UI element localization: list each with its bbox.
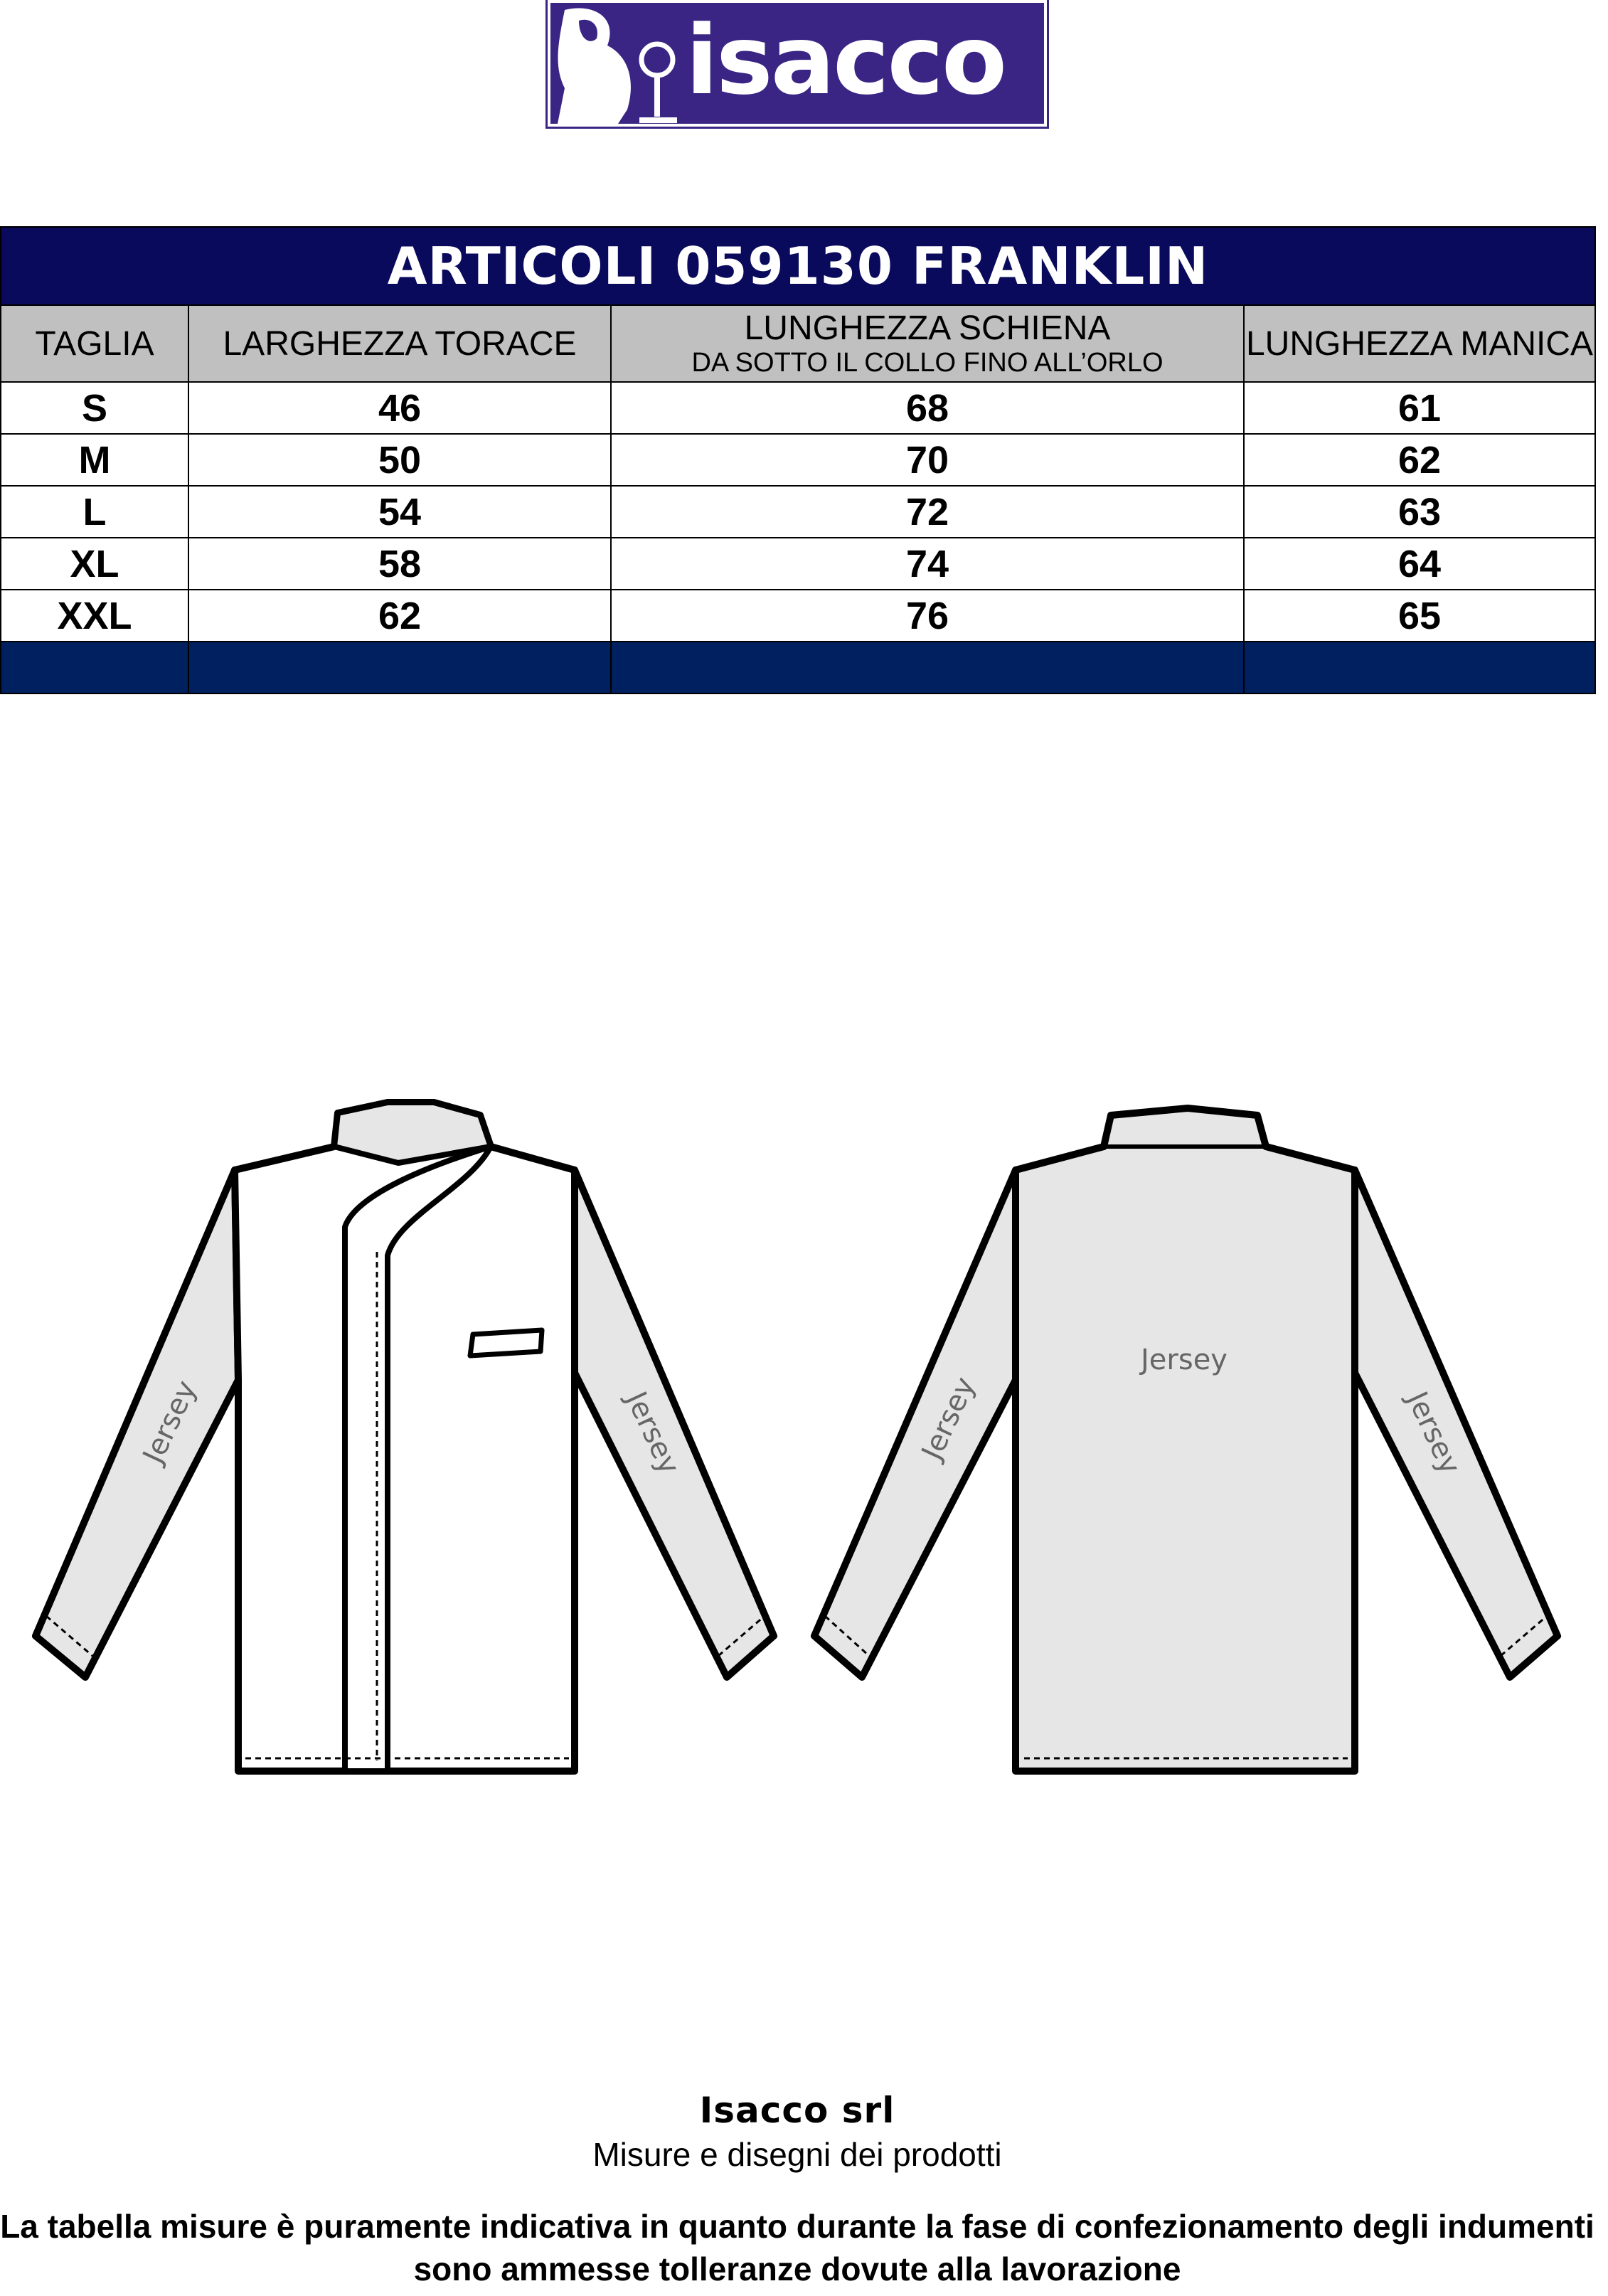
cell-chest: 50 (188, 434, 611, 486)
cell-back: 72 (611, 486, 1244, 538)
size-table (0, 226, 1596, 694)
table-header-row (1, 305, 1595, 382)
cell-size: M (1, 434, 188, 486)
disclaimer-line-1: La tabella misure è puramente indicativa in quanto durante la fase di confezionamento degli indumenti (0, 2208, 1594, 2245)
company-name: Isacco srl (699, 2090, 895, 2131)
front-pocket (470, 1330, 542, 1356)
header-back-note: DA SOTTO IL COLLO FINO ALL’ORLO (691, 348, 1164, 378)
front-right-sleeve-label: Jersey (619, 1386, 686, 1479)
front-left-sleeve-label: Jersey (137, 1376, 203, 1469)
cell-back: 76 (611, 590, 1244, 642)
footer-subtitle: Misure e disegni dei prodotti (592, 2136, 1002, 2173)
cell-back: 74 (611, 538, 1244, 590)
header-back-label: LUNGHEZZA SCHIENA (744, 309, 1111, 347)
cell-back: 68 (611, 382, 1244, 434)
table-row (1, 434, 1595, 486)
isacco-logo (548, 0, 1047, 127)
table-title: ARTICOLI 059130 FRANKLIN (1, 227, 1595, 305)
disclaimer (0, 2205, 1594, 2290)
header-size: TAGLIA (1, 305, 188, 382)
table-row (1, 538, 1595, 590)
cell-size: L (1, 486, 188, 538)
disclaimer-line-2: sono ammesse tolleranze dovute alla lavorazione (413, 2250, 1181, 2287)
table-row (1, 382, 1595, 434)
table-row (1, 590, 1595, 642)
table-row (1, 486, 1595, 538)
cell-sleeve: 62 (1244, 434, 1595, 486)
header-back (611, 305, 1244, 382)
table-footer-row (1, 642, 1595, 693)
cell-chest: 58 (188, 538, 611, 590)
cell-chest: 54 (188, 486, 611, 538)
back-right-sleeve (1355, 1170, 1558, 1677)
header-sleeve: LUNGHEZZA MANICA (1244, 305, 1595, 382)
cell-sleeve: 65 (1244, 590, 1595, 642)
front-left-sleeve (36, 1170, 238, 1677)
cell-sleeve: 61 (1244, 382, 1595, 434)
cell-back: 70 (611, 434, 1244, 486)
cell-size: S (1, 382, 188, 434)
header-chest: LARGHEZZA TORACE (188, 305, 611, 382)
penguin-chef-icon (550, 3, 693, 125)
back-left-sleeve (814, 1170, 1016, 1677)
table-title-row (1, 227, 1595, 305)
back-body-label: Jersey (1141, 1344, 1228, 1376)
cell-sleeve: 64 (1244, 538, 1595, 590)
cell-size: XXL (1, 590, 188, 642)
cell-chest: 62 (188, 590, 611, 642)
back-right-sleeve-label: Jersey (1400, 1386, 1467, 1479)
garment-drawings (0, 1081, 1608, 1792)
cell-sleeve: 63 (1244, 486, 1595, 538)
back-left-sleeve-label: Jersey (915, 1372, 982, 1465)
back-body (1016, 1108, 1355, 1771)
logo-wordmark: isacco (686, 5, 1006, 116)
cell-chest: 46 (188, 382, 611, 434)
cell-size: XL (1, 538, 188, 590)
front-right-sleeve (575, 1170, 774, 1677)
